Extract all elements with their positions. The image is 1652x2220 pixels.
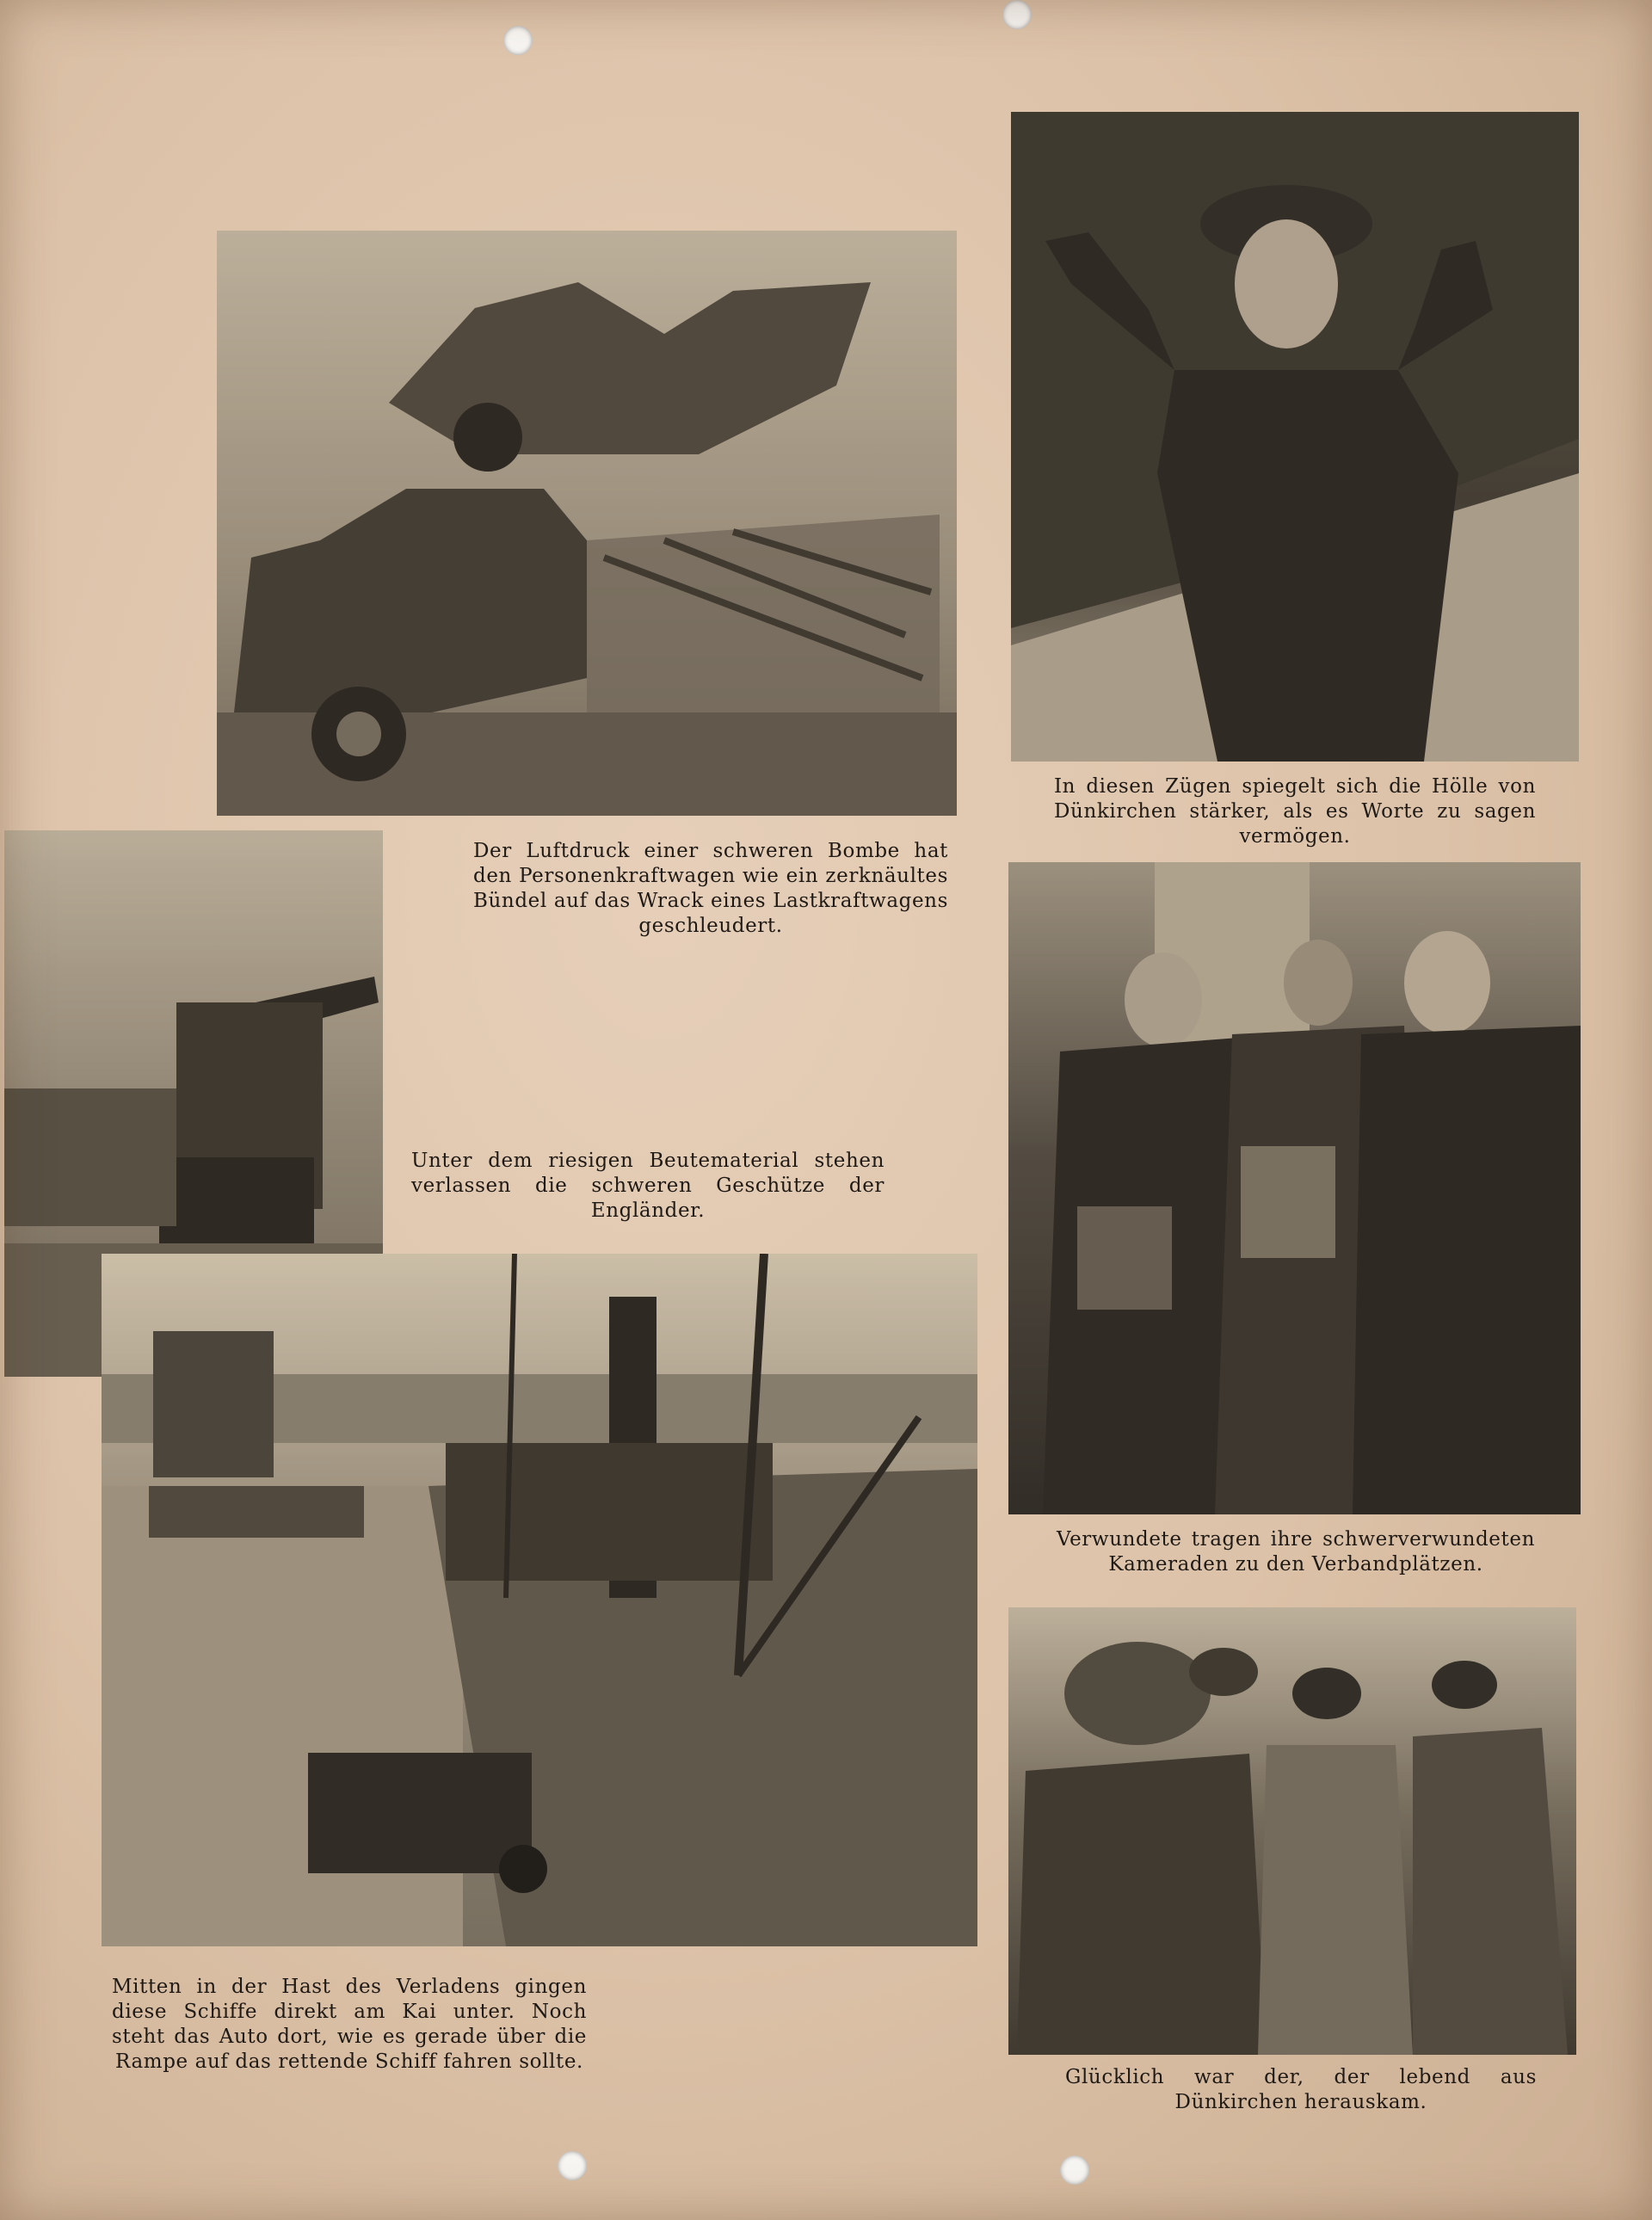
caption-wounded-soldiers: Verwundete tragen ihre schwerverwundeten Kameraden zu den Verbandplätzen. xyxy=(1057,1528,1535,1576)
photo-exhausted-soldier xyxy=(1011,112,1579,762)
punch-hole-top-right xyxy=(1002,0,1032,29)
caption-sunken-ships: Mitten in der Hast des Verladens gingen diese Schiffe direkt am Kai unter. Noch steht das Auto dort, wie es gerade über die Rampe auf das rettende Schiff fahren sollte. xyxy=(112,1976,587,2073)
punch-hole-bottom-left xyxy=(558,2151,587,2180)
photo-sunken-ships xyxy=(102,1254,977,1946)
photo-wounded-soldiers xyxy=(1008,862,1581,1514)
caption-exhausted-soldier: In diesen Zügen spiegelt sich die Hölle von Dünkirchen stärker, als es Worte zu sagen vermögen. xyxy=(1054,775,1536,848)
punch-hole-top-left xyxy=(503,26,533,55)
caption-survivors: Glücklich war der, der lebend aus Dünkirchen herauskam. xyxy=(1065,2066,1537,2113)
photo-survivors xyxy=(1008,1607,1576,2055)
punch-hole-bottom-right xyxy=(1060,2155,1089,2185)
photo-wrecked-vehicles xyxy=(217,231,957,816)
caption-abandoned-guns: Unter dem riesigen Beutematerial stehen verlassen die schweren Geschütze der Engländer. xyxy=(411,1150,885,1222)
caption-wrecked-vehicles: Der Luftdruck einer schweren Bombe hat den Personenkraftwagen wie ein zerknäultes Bündel auf das Wrack eines Lastkraftwagens geschleudert. xyxy=(473,840,948,937)
